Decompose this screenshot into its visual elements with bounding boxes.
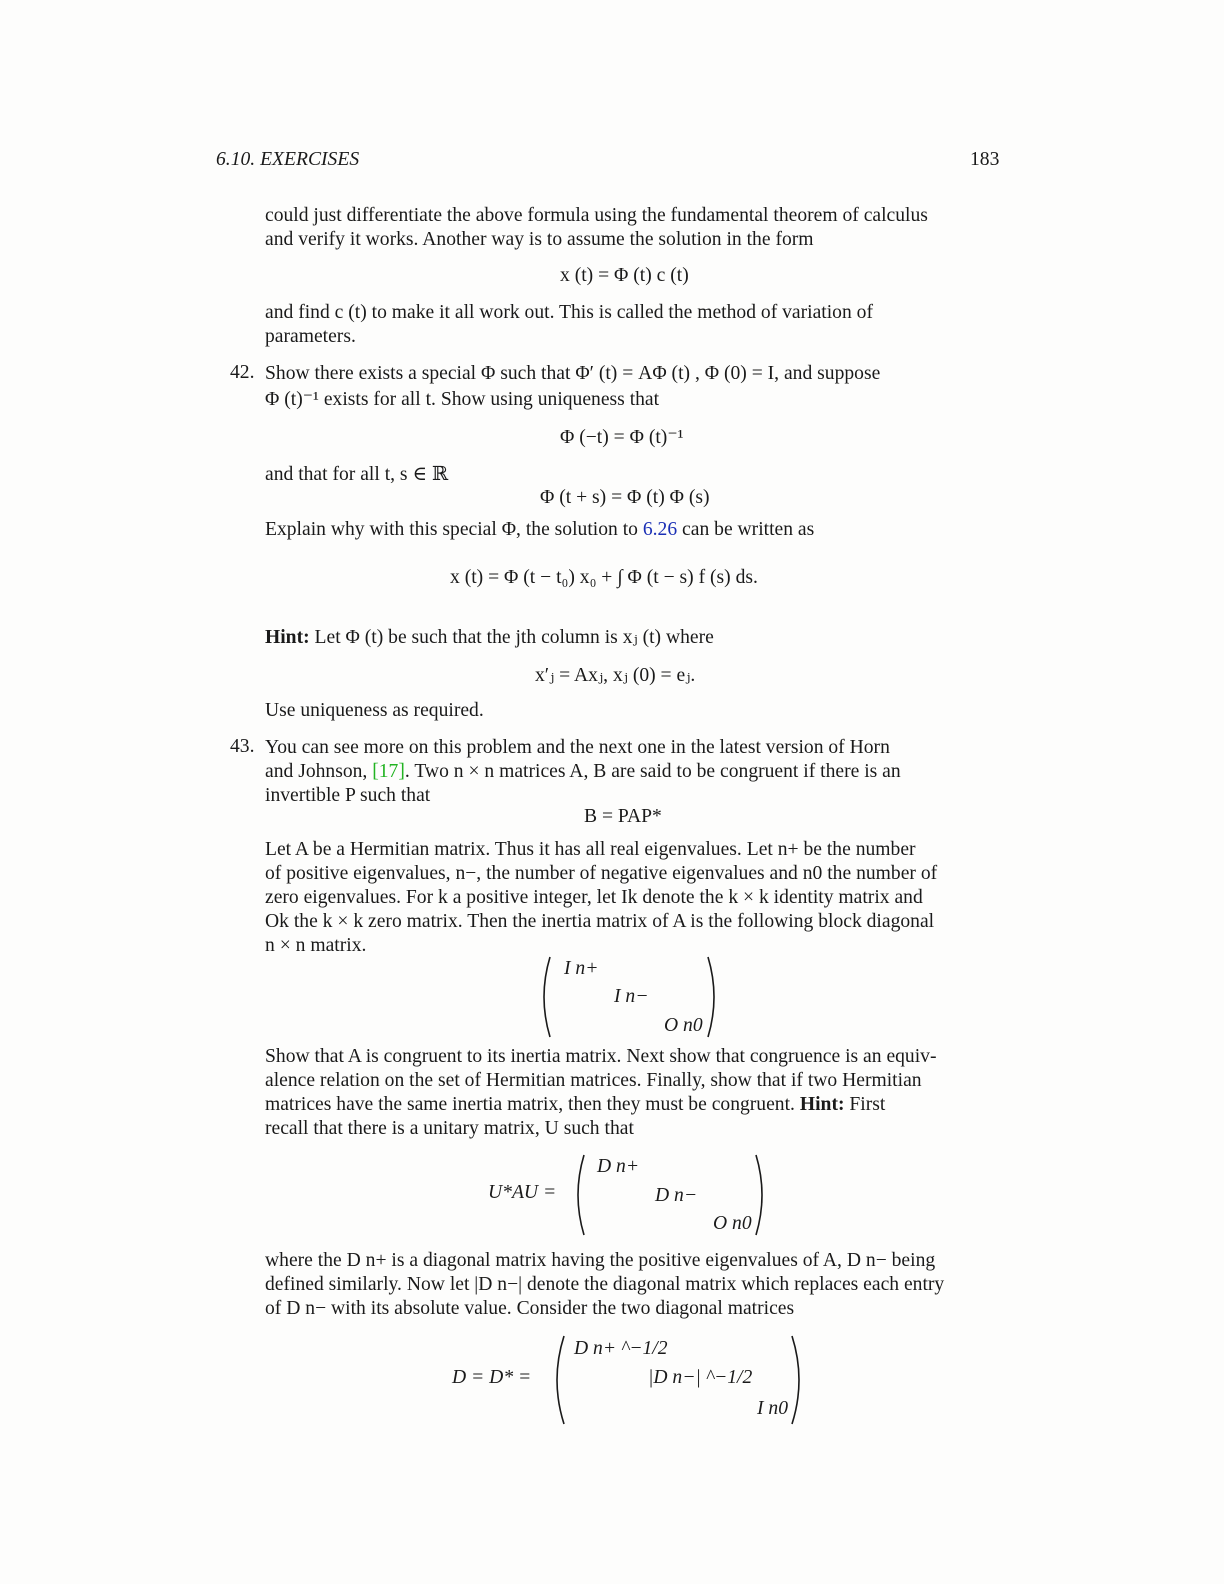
equation-lhs: D = D* = <box>452 1367 532 1388</box>
text-line: You can see more on this problem and the next one in the latest version of Horn <box>265 737 890 758</box>
citation-link[interactable]: [17] <box>372 761 405 782</box>
matrix-entry: D n+ <box>597 1156 640 1177</box>
text-line: recall that there is a unitary matrix, U such that <box>265 1118 634 1139</box>
text-line: and Johnson, [17]. Two n × n matrices A, B are said to be congruent if there is an <box>265 761 901 782</box>
text-line: Show that A is congruent to its inertia matrix. Next show that congruence is an equiv- <box>265 1046 937 1067</box>
intro-line: parameters. <box>265 326 356 347</box>
intro-line: could just differentiate the above formula using the fundamental theorem of calculus <box>265 205 928 226</box>
intro-paragraph-2 <box>265 301 1008 349</box>
matrix-entry: I n+ <box>564 958 599 979</box>
text-line: defined similarly. Now let |D n−| denote the diagonal matrix which replaces each entry <box>265 1274 945 1295</box>
exercise-42-text <box>265 362 1008 412</box>
matrix-entry: I n0 <box>757 1398 789 1419</box>
equation: Φ (−t) = Φ (t)⁻¹ <box>560 427 684 448</box>
text-line: alence relation on the set of Hermitian matrices. Finally, show that if two Hermitian <box>265 1070 922 1091</box>
page-number: 183 <box>970 149 1000 170</box>
text-line: of D n− with its absolute value. Consider the two diagonal matrices <box>265 1298 795 1319</box>
text-line: invertible P such that <box>265 785 431 806</box>
hint-label: Hint: <box>799 1094 845 1115</box>
text-line: Ok the k × k zero matrix. Then the inertia matrix of A is the following block diagonal <box>265 911 935 932</box>
right-paren <box>754 1153 768 1237</box>
equation-link[interactable]: 6.26 <box>642 519 678 540</box>
right-paren <box>706 955 720 1039</box>
text-line: matrices have the same inertia matrix, then they must be congruent. Hint: First <box>265 1094 886 1115</box>
equation: B = PAP* <box>584 806 662 827</box>
exercise-number: 42. <box>230 362 255 383</box>
left-paren <box>538 955 552 1039</box>
intro-line: and verify it works. Another way is to assume the solution in the form <box>265 229 814 250</box>
inertia-paragraph <box>265 838 1008 958</box>
matrix-entry: O n0 <box>664 1015 703 1036</box>
equation-lhs: U*AU = <box>488 1182 557 1203</box>
running-header <box>216 148 359 172</box>
text-line: where the D n+ is a diagonal matrix having the positive eigenvalues of A, D n− being <box>265 1250 936 1271</box>
section-title: 6.10. EXERCISES <box>216 149 360 170</box>
left-paren <box>550 1334 566 1426</box>
text-line: n × n matrix. <box>265 935 367 956</box>
matrix-entry: D n− <box>655 1185 698 1206</box>
exercise-43-text <box>265 736 1008 808</box>
equation-form: x (t) = Φ (t) c (t) <box>560 265 689 286</box>
text-line: and that for all t, s ∈ ℝ <box>265 464 449 485</box>
matrix-entry: O n0 <box>713 1213 752 1234</box>
matrix-entry: D n+ ^−1/2 <box>574 1338 668 1359</box>
matrix-entry: I n− <box>614 986 649 1007</box>
intro-paragraph <box>265 204 1008 252</box>
equation: x′ⱼ = Axⱼ, xⱼ (0) = eⱼ. <box>535 665 696 686</box>
hint-line: Hint: Let Φ (t) be such that the jth column is xⱼ (t) where <box>265 627 714 648</box>
text-line: Show there exists a special Φ such that Φ′ (t) = AΦ (t) , Φ (0) = I, and suppose <box>265 363 881 384</box>
text-line: Let A be a Hermitian matrix. Thus it has all real eigenvalues. Let n+ be the number <box>265 839 916 860</box>
text-line: Φ (t)⁻¹ exists for all t. Show using uniqueness that <box>265 389 660 410</box>
right-paren <box>790 1334 806 1426</box>
text-line: Use uniqueness as required. <box>265 700 484 721</box>
text-line: of positive eigenvalues, n−, the number of negative eigenvalues and n0 the number of <box>265 863 938 884</box>
diagonal-paragraph <box>265 1249 1008 1321</box>
text-line: Explain why with this special Φ, the solution to 6.26 can be written as <box>265 519 815 540</box>
intro-line: and find c (t) to make it all work out. This is called the method of variation of <box>265 302 873 323</box>
text-line: zero eigenvalues. For k a positive integer, let Ik denote the k × k identity matrix and <box>265 887 923 908</box>
matrix-entry: |D n−| ^−1/2 <box>648 1367 753 1388</box>
left-paren <box>572 1153 586 1237</box>
hint-label: Hint: <box>265 627 310 648</box>
congruence-paragraph <box>265 1045 1008 1141</box>
exercise-number: 43. <box>230 736 255 757</box>
equation-integral: x (t) = Φ (t − t₀) x₀ + ∫ Φ (t − s) f (s) ds. <box>450 567 758 588</box>
equation: Φ (t + s) = Φ (t) Φ (s) <box>540 487 710 508</box>
